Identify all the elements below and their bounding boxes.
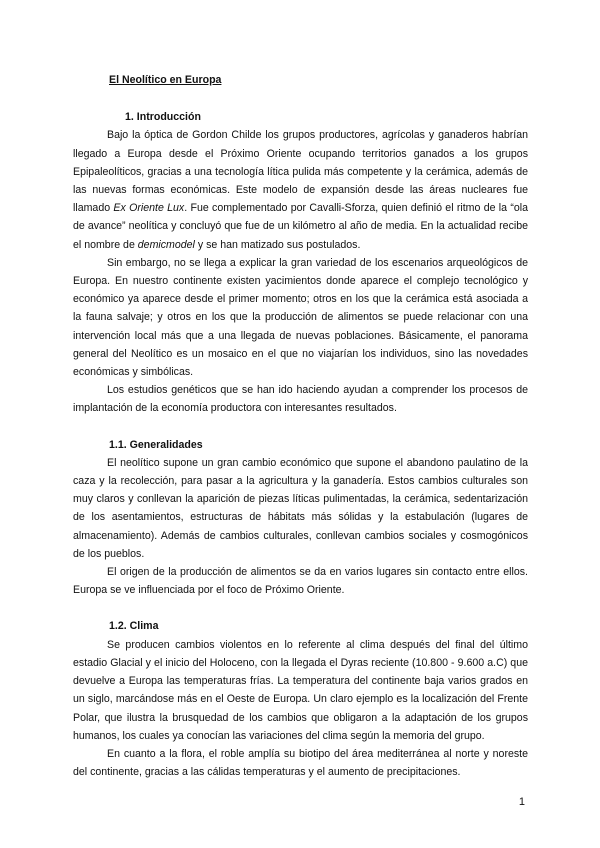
spacer [73,599,528,617]
document-body [73,71,528,781]
paragraph-intro-2: Sin embargo, no se llega a explicar la gran variedad de los escenarios arqueológicos de Europa. En nuestro continente existen yacimientos donde aparece el complejo tecnológico y económico ya aparece desde el primer momento; otros en los que la cerámica está asociada a la fauna salvaje; y otros en los que la producción de alimentos se puede relacionar con una intervención local más que a una llegada de nuevas poblaciones. Básicamente, el panorama general del Neolítico es un mosaico en el que no viajarían los individuos, sino las novedades económicas y simbólicas. [73,256,528,379]
paragraph-clima-1: Se producen cambios violentos en lo referente al clima después del final del último estadio Glacial y el inicio del Holoceno, con la llegada el Dyras reciente (10.800 - 9.600 a.C) que devuelve a Europa las temperaturas frías. La temperatura del continente baja varios grados en un siglo, marcándose más en el Oeste de Europa. Un claro ejemplo es la localización del Frente Polar, que ilustra la brusquedad de los cambios que obligaron a la adaptación de los grupos humanos, los cuales ya conocían las variaciones del clima según la memoria del grupo. [73,638,528,742]
term-demicmodel: demicmodel [137,238,195,251]
paragraph-generalidades-1: El neolítico supone un gran cambio económico que supone el abandono paulatino de la caza y la recolección, para pasar a la agricultura y la ganadería. Estos cambios culturales son muy claros y conllevan la aparición de piezas líticas pulimentadas, la cerámica, sedentarización de los asentamientos, estructuras de hábitats más sólidas y la estabulación (lugares de almacenamiento). Además de cambios culturales, conllevan cambios sociales y cosmogónicos de los pueblos. [73,456,528,560]
paragraph-intro-1-part-a: Bajo la óptica de Gordon Childe los grupos productores, agrícolas y ganaderos habrían llegado a Europa desde el Próximo Oriente ocupando territorios ganados a los grupos Epipaleolíticos, gracias a una tecnología lítica pulida más competente y la cerámica, además de las nuevas formas económicas. Este modelo de expansión desde las áreas nucleares fue llamado [73,129,528,215]
spacer [73,418,528,436]
paragraph-intro-1-part-c: y se han matizado sus postulados. [194,238,361,251]
section-heading-clima: 1.2. Clima [109,620,159,633]
paragraph-intro-1 [73,126,528,253]
paragraph-intro-3: Los estudios genéticos que se han ido haciendo ayudan a comprender los procesos de implantación de la economía productora con interesantes resultados. [73,384,528,415]
page-number: 1 [518,796,525,808]
section-heading-generalidades: 1.1. Generalidades [109,438,203,451]
paragraph-generalidades-2: El origen de la producción de alimentos se da en varios lugares sin contacto entre ellos. Europa se ve influenciada por el foco de Próximo Oriente. [73,566,528,597]
section-heading-introduccion: 1. Introducción [125,111,201,124]
document-title: El Neolítico en Europa [109,74,222,86]
paragraph-intro-1-part-b: . Fue complementado por Cavalli-Sforza, quien definió el ritmo de la “ola de avance” neolítica y concluyó que fue de un kilómetro al año de media. En la actualidad recibe el nombre de [73,202,529,251]
term-ex-oriente-lux: Ex Oriente Lux [113,202,185,215]
paragraph-clima-2: En cuanto a la flora, el roble amplía su biotipo del área mediterránea al norte y noreste del continente, gracias a las cálidas temperaturas y el aumento de precipitaciones. [73,747,528,779]
